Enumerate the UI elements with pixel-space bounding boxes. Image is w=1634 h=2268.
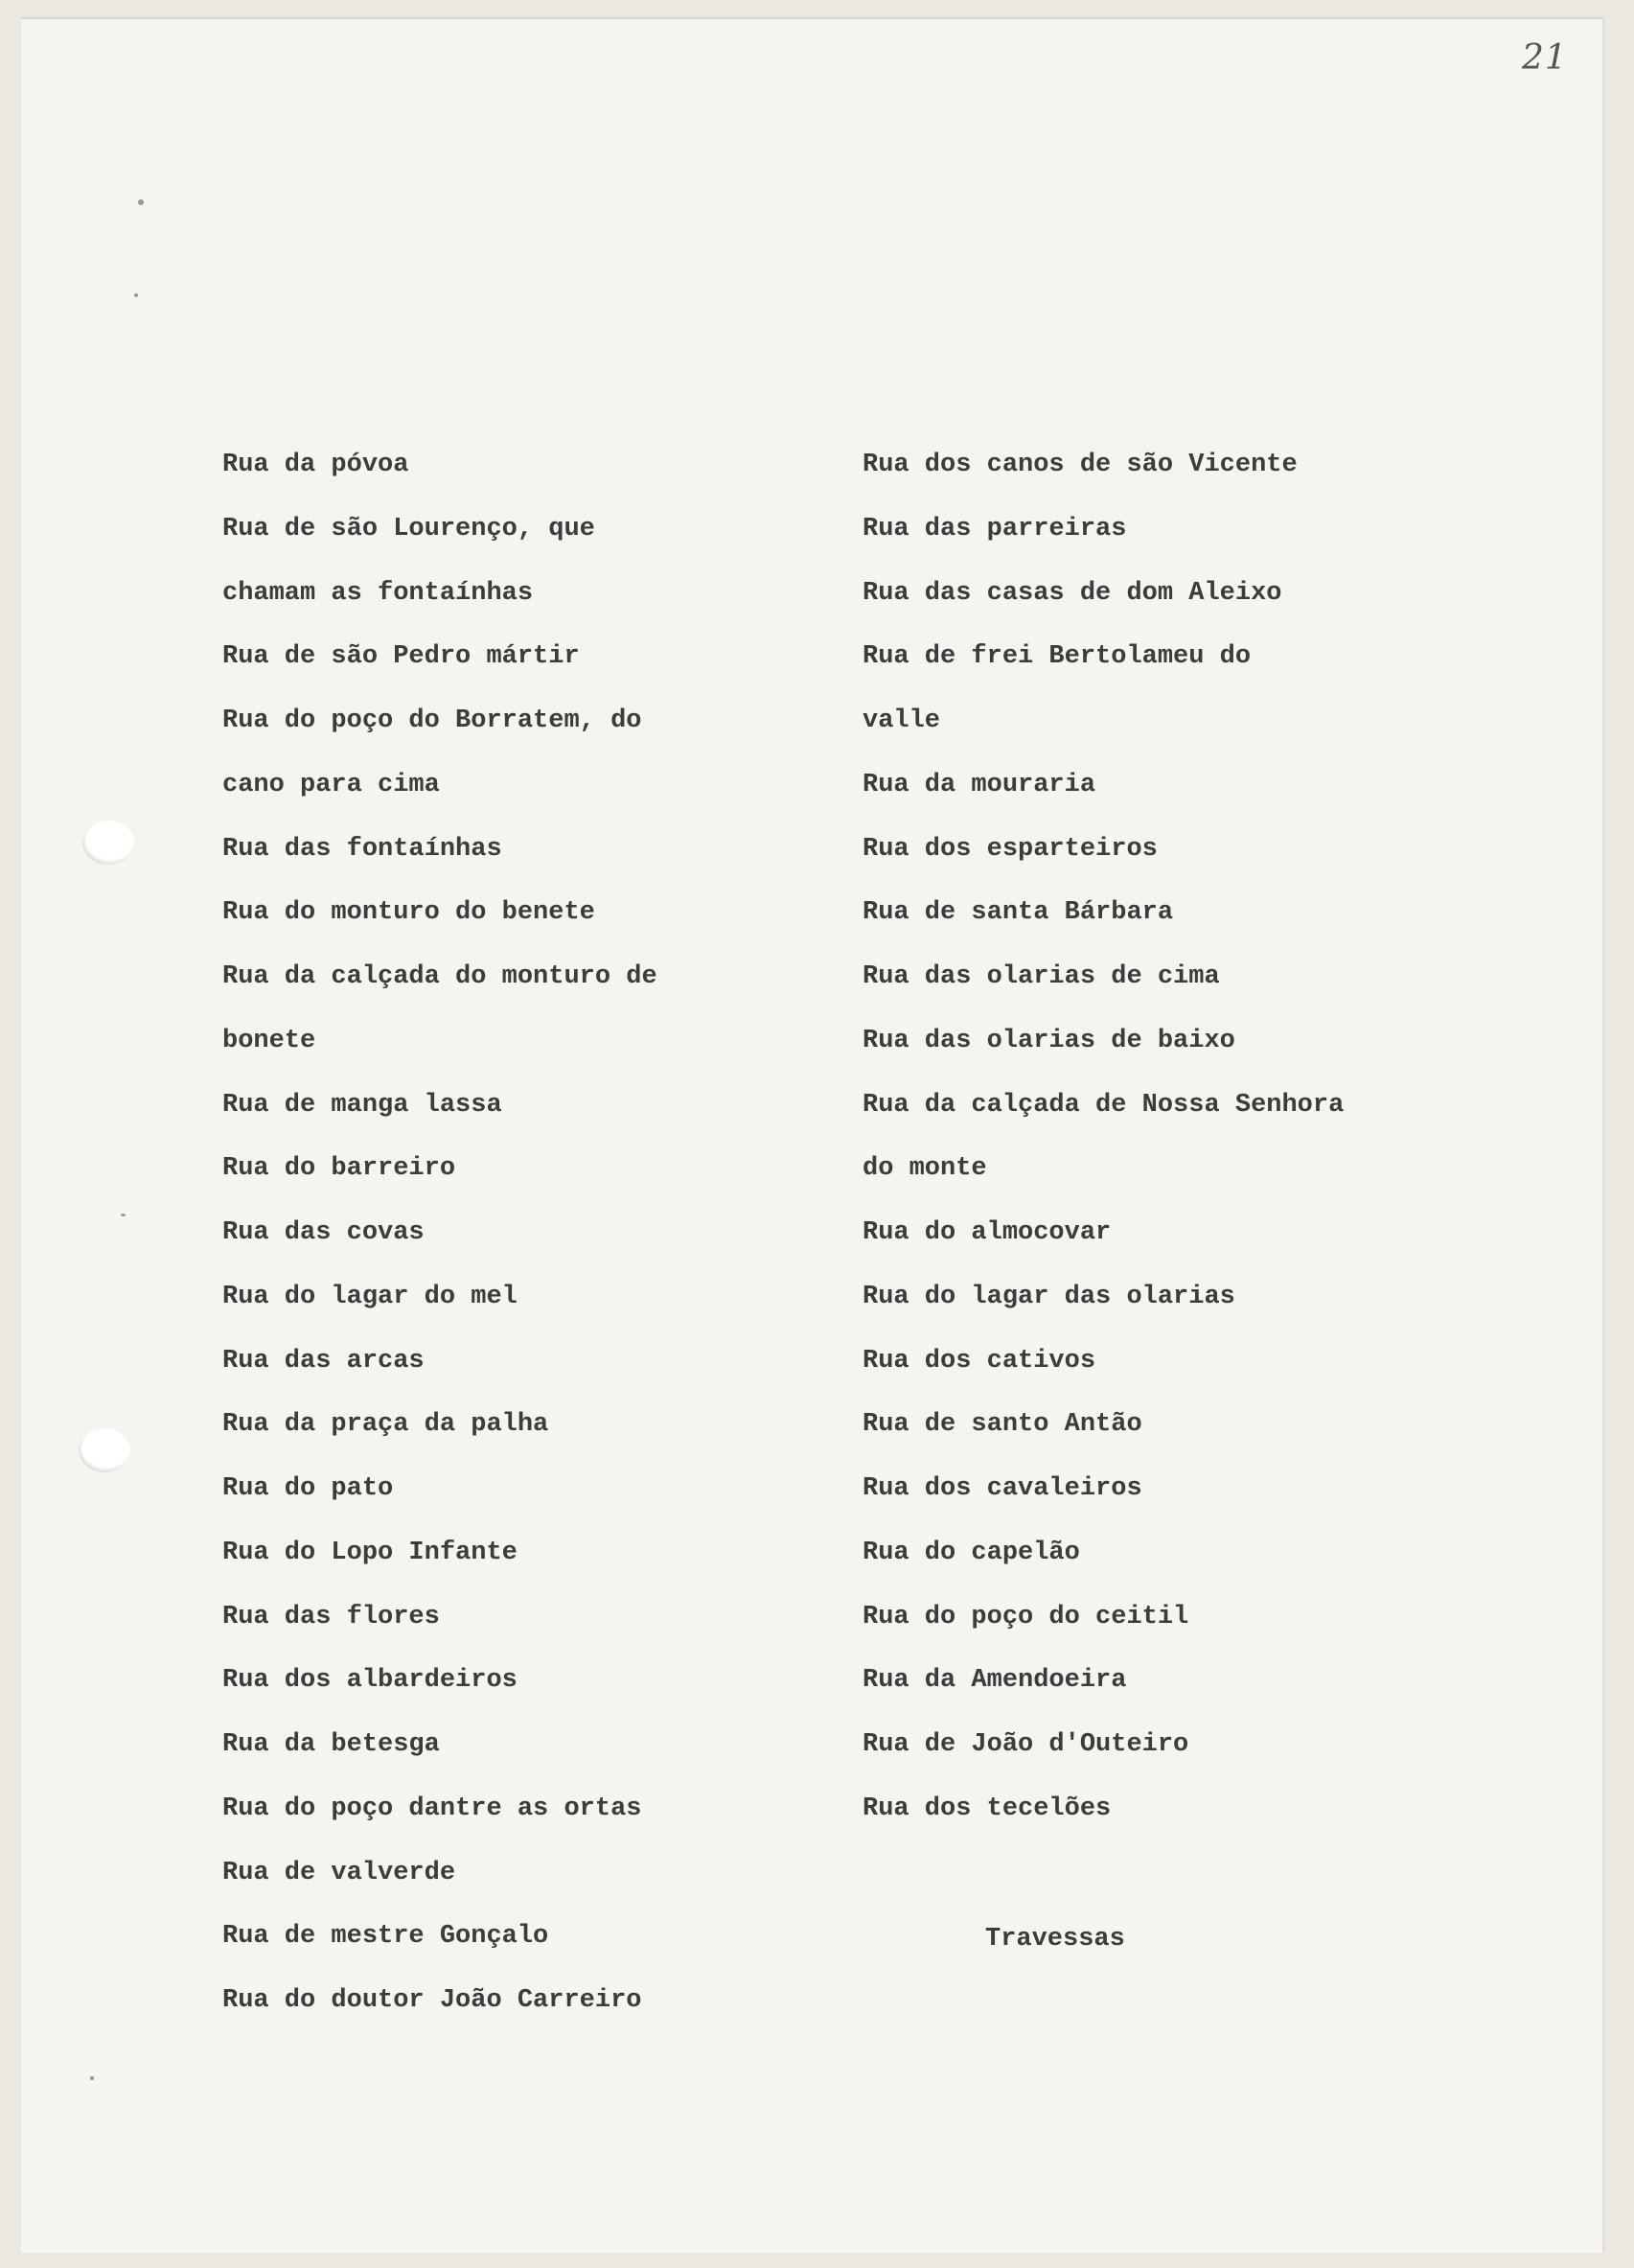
punch-hole-top	[82, 821, 134, 865]
paper-speck	[138, 199, 144, 205]
list-item: Rua do doutor João Carreiro	[222, 1986, 642, 2015]
list-item: cano para cima	[222, 770, 440, 799]
list-item: Rua das arcas	[222, 1346, 425, 1376]
list-item: Rua do capelão	[863, 1538, 1080, 1567]
list-item: Rua das covas	[222, 1218, 425, 1247]
paper-speck	[134, 293, 138, 297]
paper-speck	[90, 2076, 94, 2080]
list-item: Rua das flores	[222, 1602, 440, 1632]
list-item: Rua da calçada de Nossa Senhora	[863, 1090, 1345, 1120]
list-item: Rua dos albardeiros	[222, 1666, 518, 1696]
list-item: Rua de mestre Gonçalo	[222, 1922, 549, 1952]
list-item: Rua das casas de dom Aleixo	[863, 578, 1282, 608]
list-item: Rua da póvoa	[222, 451, 409, 479]
list-item: Rua das parreiras	[863, 514, 1127, 544]
right-street-list	[863, 433, 1344, 1841]
list-item: Rua de são Pedro mártir	[222, 642, 580, 672]
list-item: Rua dos cativos	[863, 1346, 1096, 1376]
list-item: Rua da betesga	[222, 1730, 440, 1759]
list-item: Rua das olarias de baixo	[863, 1026, 1235, 1055]
list-item: do monte	[863, 1154, 987, 1184]
list-item: Rua das fontaínhas	[222, 834, 502, 864]
list-item: Rua dos esparteiros	[863, 834, 1158, 864]
list-item: Rua de são Lourenço, que	[222, 514, 595, 544]
list-item: Rua da praça da palha	[222, 1410, 549, 1440]
list-item: Rua da mouraria	[863, 770, 1096, 799]
list-item: Rua do pato	[222, 1474, 394, 1503]
list-item: bonete	[222, 1026, 316, 1055]
list-item: Rua da Amendoeira	[863, 1666, 1127, 1696]
list-item: Rua do lagar do mel	[222, 1282, 518, 1311]
list-item: valle	[863, 706, 941, 735]
list-item: Rua do poço do Borratem, do	[222, 706, 642, 735]
list-item: Rua das olarias de cima	[863, 962, 1220, 991]
list-item: Rua do barreiro	[222, 1154, 456, 1184]
list-item: Rua da calçada do monturo de	[222, 962, 657, 991]
list-item: Rua de santo Antão	[863, 1410, 1142, 1440]
list-item: Rua de frei Bertolameu do	[863, 642, 1252, 672]
list-item: Rua do Lopo Infante	[222, 1538, 518, 1567]
list-item: Rua dos cavaleiros	[863, 1474, 1142, 1503]
page-number: 21	[1522, 38, 1568, 78]
list-item: Rua de manga lassa	[222, 1090, 502, 1120]
paper-speck	[121, 1214, 126, 1216]
left-street-list	[222, 433, 657, 2033]
list-item: Rua dos tecelões	[863, 1794, 1112, 1823]
list-item: Rua do lagar das olarias	[863, 1282, 1235, 1311]
section-heading: Travessas	[985, 1925, 1125, 1954]
list-item: Rua do almocovar	[863, 1218, 1112, 1247]
list-item: Rua de João d'Outeiro	[863, 1730, 1189, 1759]
list-item: Rua de santa Bárbara	[863, 898, 1174, 928]
list-item: Rua do poço dantre as ortas	[222, 1794, 642, 1823]
list-item: Rua de valverde	[222, 1858, 456, 1887]
list-item: Rua do poço do ceitil	[863, 1602, 1189, 1632]
list-item: Rua do monturo do benete	[222, 898, 595, 928]
punch-hole-bottom	[79, 1428, 130, 1472]
list-item: Rua dos canos de são Vicente	[863, 451, 1298, 479]
list-item: chamam as fontaínhas	[222, 578, 534, 608]
